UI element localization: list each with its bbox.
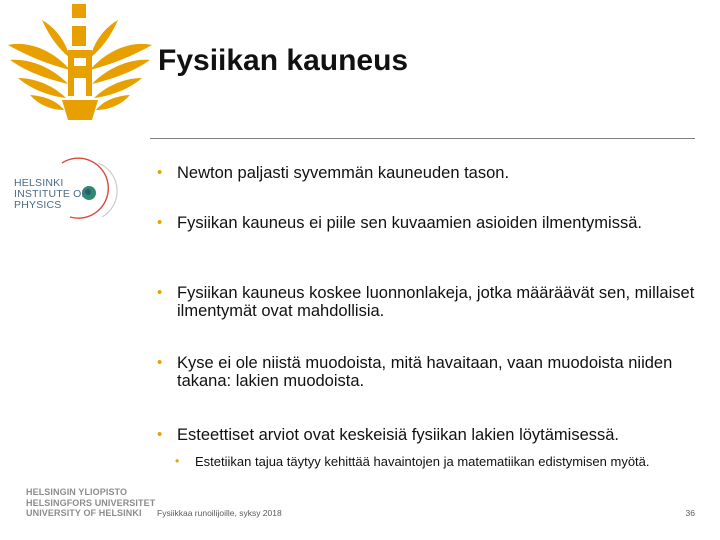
bullet-item xyxy=(157,354,702,390)
institute-line-2: INSTITUTE OF xyxy=(14,188,89,200)
bullet-item xyxy=(157,164,702,182)
bullet-text: Kyse ei ole niistä muodoista, mitä havaitaan, vaan muodoista niiden takana: lakien muodoista. xyxy=(177,354,673,390)
bullet-item xyxy=(157,284,702,320)
bullet-item xyxy=(157,214,702,232)
sub-bullet-text: Estetiikan tajua täytyy kehittää havaintojen ja matematiikan edistymisen myötä. xyxy=(195,454,650,469)
bullet-text: Newton paljasti syvemmän kauneuden tason. xyxy=(177,164,510,182)
institute-logo-text xyxy=(14,178,88,211)
university-name xyxy=(26,487,155,519)
university-line-en: UNIVERSITY OF HELSINKI xyxy=(26,508,142,518)
flame-logo xyxy=(0,0,160,130)
title-divider xyxy=(150,138,695,139)
bullet-text: Esteettiset arviot ovat keskeisiä fysiikan lakien löytämisessä. xyxy=(177,426,620,444)
university-line-fi: HELSINGIN YLIOPISTO xyxy=(26,487,128,497)
bullet-text: Fysiikan kauneus ei piile sen kuvaamien asioiden ilmentymissä. xyxy=(177,214,642,232)
bullet-marker: • xyxy=(157,354,163,371)
bullet-marker: • xyxy=(157,164,163,181)
bullet-item xyxy=(157,426,702,444)
bullet-marker: • xyxy=(157,426,163,443)
institute-line-3: PHYSICS xyxy=(14,199,62,211)
sub-bullet-marker: • xyxy=(175,454,180,468)
university-line-sv: HELSINGFORS UNIVERSITET xyxy=(26,497,156,508)
page-number: 36 xyxy=(685,508,695,518)
footer-text: Fysiikkaa runoilijoille, syksy 2018 xyxy=(157,508,282,518)
bullet-marker: • xyxy=(157,214,163,231)
slide-title: Fysiikan kauneus xyxy=(158,44,409,77)
bullet-text: Fysiikan kauneus koskee luonnonlakeja, jotka määräävät sen, millaiset ilmentymät ovat mahdollisia. xyxy=(177,284,695,320)
institute-line-1: HELSINKI xyxy=(14,177,64,189)
sub-bullet-item xyxy=(157,454,702,469)
bullet-marker: • xyxy=(157,284,163,301)
